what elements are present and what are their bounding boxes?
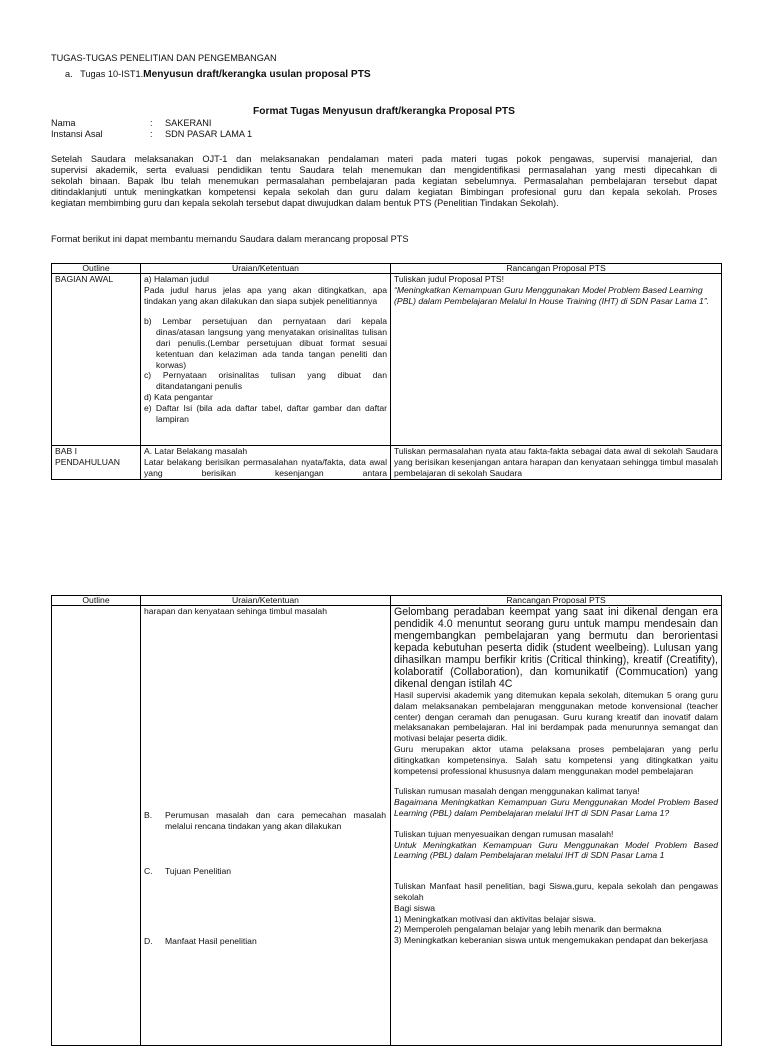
manfaat-lead: Tuliskan Manfaat hasil penelitian, bagi Siswa,guru, kepala sekolah dan pengawas sekolah bbox=[394, 881, 718, 902]
table-row bbox=[52, 606, 722, 1046]
rancangan-paragraph-2: Hasil supervisi akademik yang ditemukan kepala sekolah, ditemukan 5 orang guru dalam melaksanakan pembelajaran menggunakan metode konvensional (teacher center) dengan ceramah dan penugasan. Guru kurang kreatif dan inovatif dalam melaksanakan pembelajaran. Hal ini berdampak pada menurunnya semangat dan motivasi belajar peserta didik. bbox=[394, 690, 718, 744]
task-item-code: Tugas 10-IST1. bbox=[80, 69, 144, 79]
intro-line: kegiatan membimbing guru dan kepala sekolah tersebut dapat diwujudkan dalam bentuk PTS (Penelitian Tindakan Sekolah). bbox=[51, 198, 559, 208]
table-row bbox=[52, 446, 722, 480]
field-value-nama: SAKERANI bbox=[165, 118, 212, 128]
item-label: D. bbox=[144, 936, 153, 946]
uraian-item-a-head: a) Halaman judul bbox=[144, 274, 209, 284]
rumusan-lead: Tuliskan rumusan masalah dengan menggunakan kalimat tanya! bbox=[394, 786, 640, 797]
intro-line: ditindaklanjuti untuk meningkatkan kompetensi kepala sekolah dan guru dalam kegiatan Bimbingan profesional guru dan kepala sekolah. Proses bbox=[51, 187, 717, 197]
format-title: Format Tugas Menyusun draft/kerangka Proposal PTS bbox=[253, 106, 515, 117]
intro-line: Setelah Saudara melaksanakan OJT-1 dan melaksanakan pendalaman materi pada materi tugas pokok pengawas, supervisi manajerial, dan bbox=[51, 154, 717, 164]
column-header-outline: Outline bbox=[52, 264, 141, 274]
rancangan-text: Tuliskan permasalahan nyata atau fakta-fakta sebagai data awal di sekolah Saudara yang berisikan kesenjangan antara harapan dan kenyataan sehingga timbul masalah pembelajaran di sekolah Saudara bbox=[394, 446, 718, 478]
uraian-item-c: c) Pernyataan orisinalitas tulisan yang dibuat dan ditandatangani penulis bbox=[144, 370, 387, 392]
intro-line: sekolah binaan. Bapak Ibu telah menemukan permasalahan pembelajaran pada kegiatan sebelumnya. Permasalahan pembelajaran tersebut dapat bbox=[51, 176, 717, 186]
uraian-item-d bbox=[144, 936, 386, 947]
item-label: C. bbox=[144, 866, 153, 876]
proposal-table-2 bbox=[51, 595, 722, 1046]
column-header-uraian: Uraian/Ketentuan bbox=[141, 596, 391, 606]
task-item bbox=[65, 69, 371, 80]
rancangan-paragraph-1: Gelombang peradaban keempat yang saat ini dikenal dengan era pendidik 4.0 menuntut seorang guru untuk mampu mendesain dan mengembangkan pembelajaran yang bermutu dan berorientasi kepada kebutuhan peserta didik (student weelbeing). Lulusan yang dihasilkan mampu berfikir kritis (Critical thinking), kreatif (Creatifity), kolaboratif (Collaboration), dan komunikatif (Commucation) yang dikenal dengan istilah 4C bbox=[394, 606, 718, 690]
column-header-outline: Outline bbox=[52, 596, 141, 606]
rancangan-lead: Tuliskan judul Proposal PTS! bbox=[394, 274, 505, 284]
field-value-instansi: SDN PASAR LAMA 1 bbox=[165, 129, 253, 139]
uraian-item-a-body: Pada judul harus jelas apa yang akan ditingkatkan, apa tindakan yang akan dilakukan dan siapa subjek penelitiannya bbox=[144, 284, 387, 306]
field-label-nama: Nama bbox=[51, 118, 76, 128]
uraian-item-a-body: Latar belakang berisikan permasalahan nyata/fakta, data awal yang berisikan kesenjangan antara bbox=[144, 456, 387, 478]
document-heading: TUGAS-TUGAS PENELITIAN DAN PENGEMBANGAN bbox=[51, 53, 277, 63]
outline-label: BAGIAN AWAL bbox=[55, 274, 114, 284]
rancangan-cell bbox=[391, 606, 722, 1046]
intro-line: supervisi akademik, serta evaluasi pendidikan tentu Saudara telah menemukan dan mengidentifikasi permasalahan yang mesti dipecahkan di bbox=[51, 165, 717, 175]
rumusan-text: Bagaimana Meningkatkan Kemampuan Guru Menggunakan Model Problem Based Learning (PBL) dalam Pembelajaran melalui IHT di SDN Pasar Lama 1? bbox=[394, 797, 718, 818]
tujuan-text: Untuk Meningkatkan Kemampuan Guru Menggunakan Model Problem Based Learning (PBL) dalam Pembelajaran melalui IHT di SDN Pasar Lama 1 bbox=[394, 839, 718, 861]
manfaat-item: 1) Meningkatkan motivasi dan aktivitas belajar siswa. bbox=[394, 913, 597, 924]
column-header-uraian: Uraian/Ketentuan bbox=[141, 264, 391, 274]
column-header-rancangan: Rancangan Proposal PTS bbox=[391, 264, 722, 274]
rancangan-cell bbox=[391, 274, 722, 446]
table-row bbox=[52, 274, 722, 446]
uraian-cell bbox=[141, 446, 391, 480]
field-label-instansi: Instansi Asal bbox=[51, 129, 103, 139]
rancangan-paragraph-3: Guru merupakan aktor utama pelaksana proses pembelajaran yang perlu ditingkatkan kompetensinya. Salah satu kompetensi yang ditingkatkan yaitu kompetensi professional khususnya dalam menggunakan model pembelajaran bbox=[394, 743, 718, 776]
outline-cell bbox=[52, 274, 141, 446]
outline-label: BAB I PENDAHULUAN bbox=[55, 446, 120, 467]
uraian-item-b bbox=[144, 810, 386, 832]
manfaat-item: 2) Memperoleh pengalaman belajar yang lebih menarik dan bermakna bbox=[394, 924, 662, 935]
item-label: B. bbox=[144, 810, 153, 820]
item-text: Tujuan Penelitian bbox=[165, 866, 232, 876]
manfaat-item: 3) Meningkatkan keberanian siswa untuk mengemukakan pendapat dan bekerjasa bbox=[394, 935, 708, 946]
tujuan-lead: Tuliskan tujuan menyesuaikan dengan rumusan masalah! bbox=[394, 828, 614, 839]
uraian-item-d: d) Kata pengantar bbox=[144, 391, 213, 402]
uraian-item-a-head: A. Latar Belakang masalah bbox=[144, 446, 248, 456]
rancangan-cell bbox=[391, 446, 722, 480]
item-text: Manfaat Hasil penelitian bbox=[165, 936, 257, 946]
outline-cell bbox=[52, 446, 141, 480]
task-item-title: Menyusun draft/kerangka usulan proposal PTS bbox=[143, 69, 371, 80]
table-header-row bbox=[52, 596, 722, 606]
column-header-rancangan: Rancangan Proposal PTS bbox=[391, 596, 722, 606]
uraian-item-c bbox=[144, 866, 386, 877]
manfaat-subhead: Bagi siswa bbox=[394, 902, 436, 913]
rancangan-title: “Meningkatkan Kemampuan Guru Menggunakan Model Problem Based Learning (PBL) dalam Pembelajaran Melalui In House Training (IHT) di SDN Pasar Lama 1”. bbox=[394, 284, 710, 306]
outline-cell bbox=[52, 606, 141, 1046]
table-header-row bbox=[52, 264, 722, 274]
helper-text: Format berikut ini dapat membantu memandu Saudara dalam merancang proposal PTS bbox=[51, 234, 409, 244]
field-sep: : bbox=[150, 129, 153, 139]
field-sep: : bbox=[150, 118, 153, 128]
task-item-prefix: a. bbox=[65, 69, 73, 79]
proposal-table-1 bbox=[51, 263, 722, 480]
uraian-item-e: e) Daftar Isi (bila ada daftar tabel, daftar gambar dan daftar lampiran bbox=[144, 402, 387, 424]
uraian-continuation: harapan dan kenyataan sehinga timbul masalah bbox=[144, 606, 327, 616]
uraian-cell bbox=[141, 274, 391, 446]
uraian-cell bbox=[141, 606, 391, 1046]
uraian-item-b: b) Lembar persetujuan dan pernyataan dari kepala dinas/atasan langsung yang menyatakan orisinalitas tulisan dari penulis.(Lembar persetujuan dibuat format sesuai ketentuan dan kelaziman ada tanda tangan peneliti dan korwas) bbox=[144, 316, 387, 370]
item-text: Perumusan masalah dan cara pemecahan masalah melalui rencana tindakan yang akan dilakukan bbox=[165, 810, 386, 831]
